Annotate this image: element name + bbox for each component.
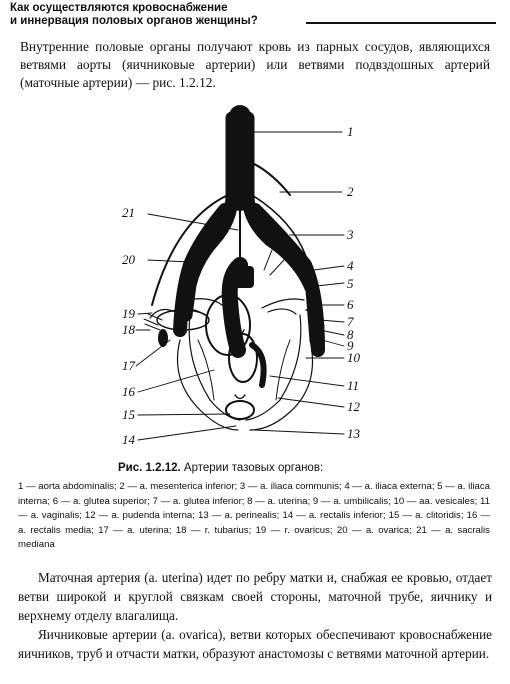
legend-entry: 17 — a. uterina;	[98, 524, 176, 536]
fig-label-3: 3	[347, 227, 354, 242]
fig-label-19: 19	[122, 306, 135, 321]
question-header	[10, 2, 500, 28]
figure-number: Рис. 1.2.12.	[118, 462, 181, 474]
fig-label-10: 10	[347, 350, 360, 365]
fig-label-15: 15	[122, 407, 135, 422]
body-paragraph-1: Маточная артерия (a. uterina) идет по ребру матки и, снабжая ее кровью, отдает ветви широкой и круглой связкам своей стороны, маточной трубе, яичнику и верхнему отделу влагалища.	[18, 570, 492, 623]
fig-label-17: 17	[122, 358, 135, 373]
pelvic-arteries-illustration	[0, 100, 510, 460]
legend-entry: 6 — a. glutea superior;	[52, 495, 153, 507]
fig-label-12: 12	[347, 399, 360, 414]
legend-entry: 2 — a. mesenterica inferior;	[119, 481, 240, 492]
fig-label-14: 14	[122, 432, 135, 447]
legend-entry: 1 — aorta abdominalis;	[18, 481, 120, 492]
question-header-line2: и иннервация половых органов женщины?	[10, 15, 258, 27]
body-text	[18, 568, 492, 663]
legend-entry: 7 — a. glutea inferior;	[152, 495, 248, 507]
legend-entry: 14 — a. rectalis inferior;	[282, 510, 389, 521]
intro-text: Внутренние половые органы получают кровь из парных сосудов, являющихся ветвями аорты (яичниковые артерии) или ветвями подвздошных артерий (маточные артерии) — рис. 1.2.12.	[20, 39, 490, 90]
question-header-line1: Как осуществляются кровоснабжение	[10, 2, 228, 14]
legend-entry: 4 — a. iliaca externa;	[344, 481, 438, 492]
fig-label-6: 6	[347, 297, 354, 312]
legend-entry: 18 — r. tubarius;	[175, 524, 256, 536]
figure-caption-title	[118, 462, 438, 474]
legend-entry: 8 — a. uterina;	[247, 495, 313, 507]
legend-entry: 19 — r. ovaricus;	[255, 524, 337, 536]
fig-label-16: 16	[122, 384, 135, 399]
legend-entry: 13 — a. perinealis;	[198, 510, 283, 521]
legend-entry: 16 — a. rectalis media;	[18, 510, 490, 536]
legend-entry: 15 — a. clitoridis;	[388, 510, 467, 521]
figure-title: Артерии тазовых органов:	[183, 462, 324, 474]
fig-label-2: 2	[347, 184, 354, 199]
legend-entry: 12 — a. pudenda interna;	[84, 510, 199, 521]
fig-label-8: 8	[347, 327, 354, 342]
fig-label-7: 7	[347, 314, 354, 329]
fig-label-21: 21	[122, 205, 135, 220]
bladder-outline	[226, 401, 254, 419]
fig-label-9: 9	[347, 338, 354, 353]
fig-label-18: 18	[122, 322, 135, 337]
legend-entry: 21 — a. sacralis mediana	[18, 524, 490, 550]
legend-entry: 3 — a. iliaca communis;	[239, 481, 345, 492]
legend-entry: 10 — aa. vesicales;	[393, 495, 481, 507]
legend-entry: 11 — a. vaginalis;	[18, 495, 490, 521]
fig-label-5: 5	[347, 276, 354, 291]
legend-entry: 20 — a. ovarica;	[336, 524, 417, 536]
fig-label-20: 20	[122, 252, 135, 267]
body-paragraph-2: Яичниковые артерии (a. ovarica), ветви которых обеспечивают кровоснабжение яичников, труб и отчасти матки, образуют анастомозы с ветвями маточной артерии.	[18, 627, 492, 661]
fig-label-13: 13	[347, 426, 360, 441]
intro-paragraph	[20, 38, 490, 92]
fig-label-11: 11	[347, 378, 360, 393]
fig-label-1: 1	[347, 124, 354, 139]
legend-entry: 5 — a. iliaca interna;	[18, 481, 490, 507]
figure-legend	[18, 480, 490, 553]
fig-label-4: 4	[347, 258, 354, 273]
header-rule	[306, 22, 496, 24]
legend-entry: 9 — a. umbilicalis;	[312, 495, 394, 507]
